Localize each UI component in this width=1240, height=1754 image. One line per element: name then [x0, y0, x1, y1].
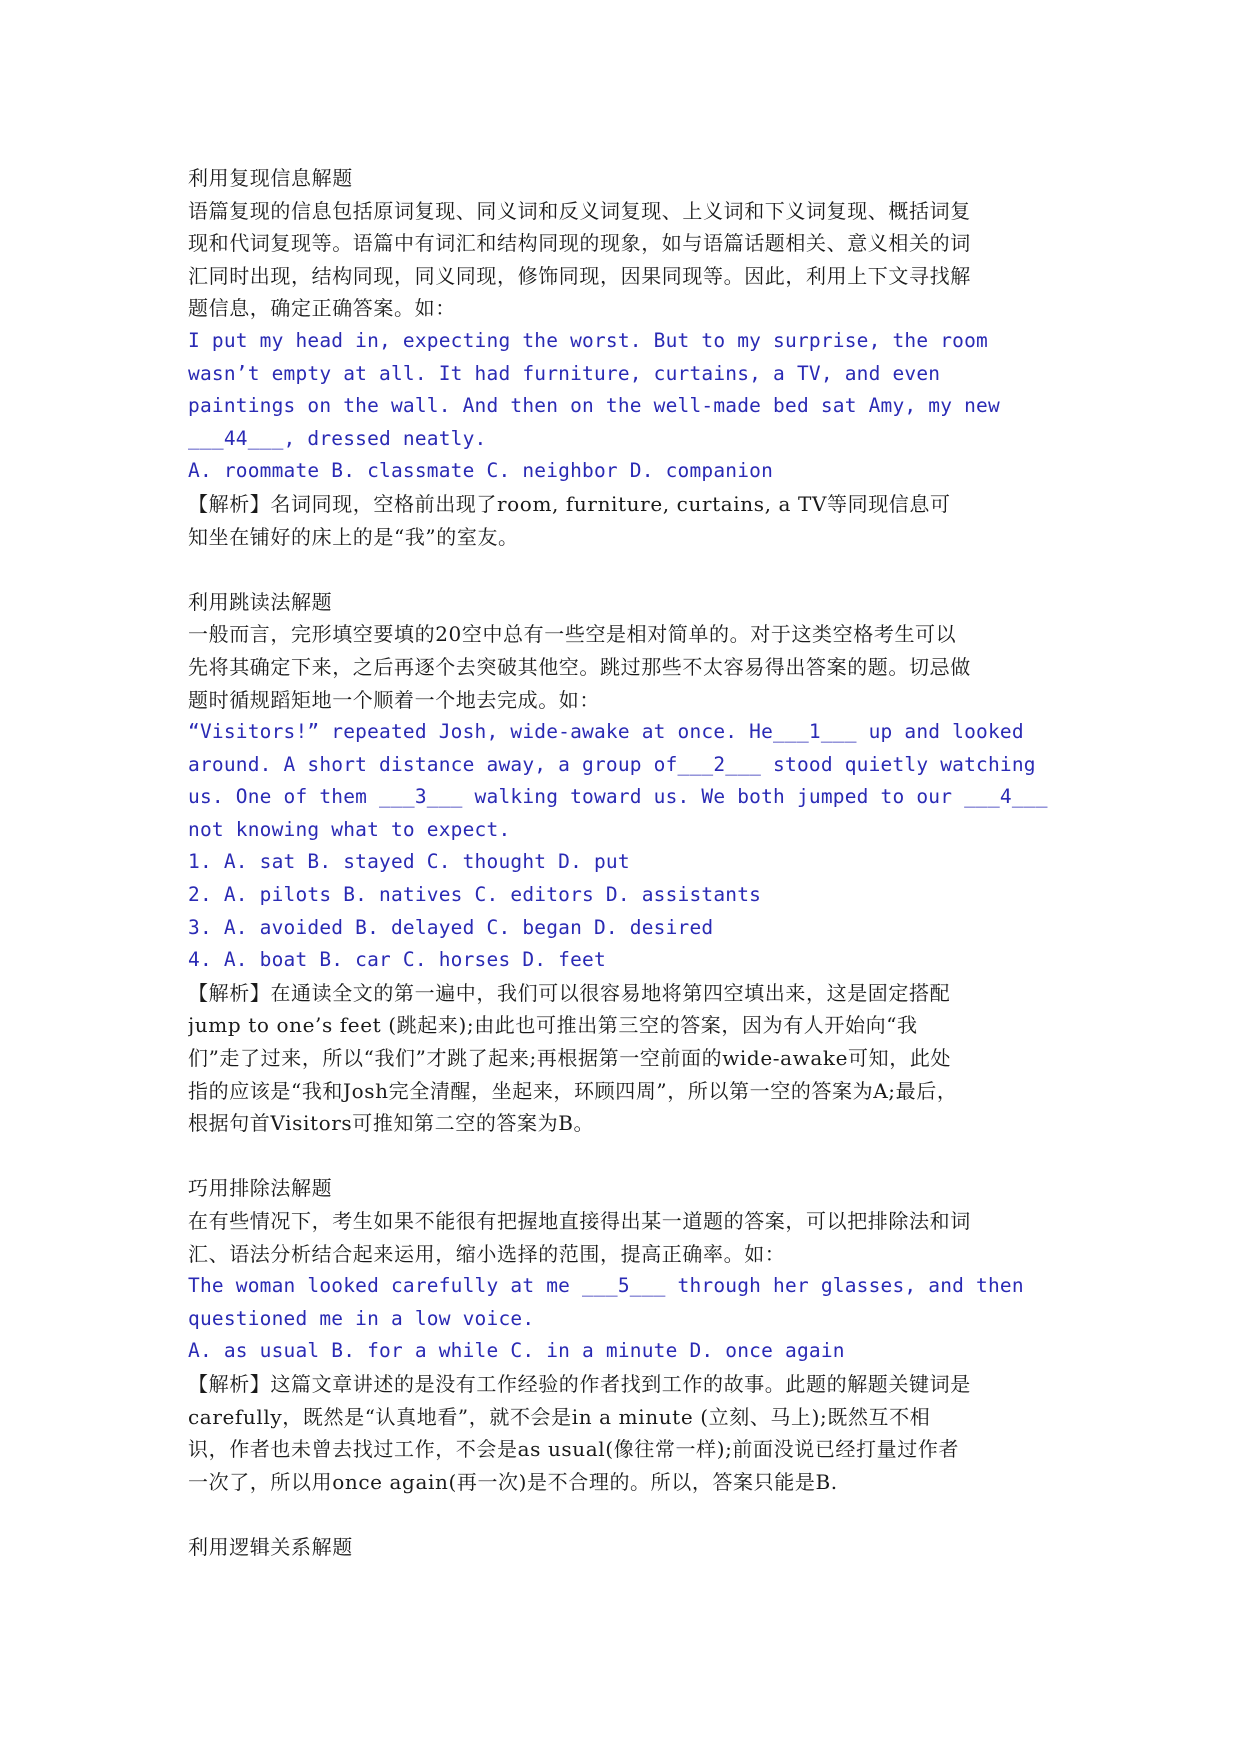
option-line: 3. A. avoided B. delayed C. began D. desired	[188, 915, 714, 939]
section-heading: 巧用排除法解题	[188, 1176, 333, 1201]
section-spacer	[188, 1498, 1058, 1531]
example-line: not knowing what to expect.	[188, 817, 511, 841]
body-line: 题时循规蹈矩地一个顺着一个地去完成。如：	[188, 687, 600, 712]
analysis-line: 识，作者也未曾去找过工作，不会是as usual(像往常一样);前面没说已经打量过作者	[188, 1437, 960, 1462]
example-line: “Visitors!” repeated Josh, wide-awake at once. He___1___ up and looked	[188, 720, 1024, 744]
section-reappearance	[188, 162, 1058, 553]
section-skim-reading	[188, 586, 1058, 1140]
body-line: 一般而言，完形填空要填的20空中总有一些空是相对简单的。对于这类空格考生可以	[188, 622, 957, 647]
section-spacer	[188, 1140, 1058, 1173]
body-line: 语篇复现的信息包括原词复现、同义词和反义词复现、上义词和下义词复现、概括词复	[188, 198, 971, 223]
analysis-line: 知坐在铺好的床上的是“我”的室友。	[188, 524, 519, 549]
example-line: ___44___, dressed neatly.	[188, 426, 487, 450]
analysis-line: 一次了，所以用once again(再一次)是不合理的。所以，答案只能是B.	[188, 1469, 838, 1494]
option-line: 4. A. boat B. car C. horses D. feet	[188, 948, 606, 972]
analysis-line: 【解析】在通读全文的第一遍中，我们可以很容易地将第四空填出来，这是固定搭配	[188, 980, 951, 1005]
analysis-line: 【解析】这篇文章讲述的是没有工作经验的作者找到工作的故事。此题的解题关键词是	[188, 1371, 971, 1396]
analysis-line: carefully，既然是“认真地看”，就不会是in a minute (立刻、马上);既然互不相	[188, 1404, 931, 1429]
option-line: A. as usual B. for a while C. in a minute D. once again	[188, 1339, 845, 1363]
example-line: around. A short distance away, a group of___2___ stood quietly watching	[188, 752, 1036, 776]
body-line: 题信息，确定正确答案。如：	[188, 296, 456, 321]
analysis-line: jump to one’s feet (跳起来);由此也可推出第三空的答案，因为有人开始向“我	[188, 1013, 918, 1038]
example-line: The woman looked carefully at me ___5___ through her glasses, and then	[188, 1274, 1024, 1298]
section-spacer	[188, 553, 1058, 586]
body-line: 现和代词复现等。语篇中有词汇和结构同现的现象，如与语篇话题相关、意义相关的词	[188, 231, 971, 256]
example-line: us. One of them ___3___ walking toward us. We both jumped to our ___4___	[188, 785, 1048, 809]
body-line: 汇同时出现，结构同现，同义同现，修饰同现，因果同现等。因此，利用上下文寻找解	[188, 263, 971, 288]
section-heading: 利用复现信息解题	[188, 166, 353, 190]
example-line: paintings on the wall. And then on the well-made bed sat Amy, my new	[188, 394, 1000, 418]
analysis-line: 指的应该是“我和Josh完全清醒，坐起来，环顾四周”，所以第一空的答案为A;最后，	[188, 1078, 958, 1103]
section-heading: 利用跳读法解题	[188, 589, 333, 614]
example-line: I put my head in, expecting the worst. But to my surprise, the room	[188, 328, 988, 352]
body-line: 汇、语法分析结合起来运用，缩小选择的范围，提高正确率。如：	[188, 1241, 786, 1266]
example-line: questioned me in a low voice.	[188, 1306, 535, 1330]
section-elimination	[188, 1172, 1058, 1498]
example-line: wasn’t empty at all. It had furniture, curtains, a TV, and even	[188, 361, 941, 385]
body-line: 先将其确定下来，之后再逐个去突破其他空。跳过那些不太容易得出答案的题。切忌做	[188, 654, 971, 679]
analysis-line: 【解析】名词同现，空格前出现了room, furniture, curtains, a TV等同现信息可	[188, 491, 951, 516]
analysis-line: 根据句首Visitors可推知第二空的答案为B。	[188, 1111, 595, 1136]
section-heading: 利用逻辑关系解题	[188, 1534, 353, 1559]
section-logic	[188, 1531, 1058, 1564]
analysis-line: 们”走了过来，所以“我们”才跳了起来;再根据第一空前面的wide-awake可知，此处	[188, 1046, 952, 1071]
document-page	[188, 162, 1058, 1564]
option-line: A. roommate B. classmate C. neighbor D. companion	[188, 459, 774, 483]
body-line: 在有些情况下，考生如果不能很有把握地直接得出某一道题的答案，可以把排除法和词	[188, 1209, 971, 1233]
option-line: 2. A. pilots B. natives C. editors D. assistants	[188, 883, 762, 907]
option-line: 1. A. sat B. stayed C. thought D. put	[188, 850, 630, 874]
